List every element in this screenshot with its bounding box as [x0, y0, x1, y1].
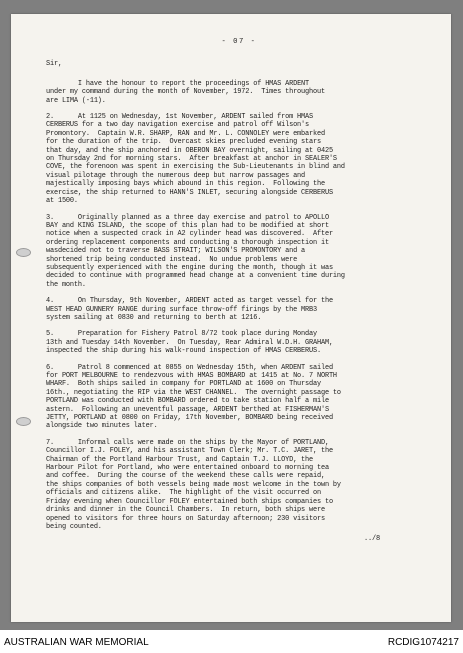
paragraph-6: 6. Patrol 8 commenced at 0855 on Wednesday 15th, when ARDENT sailed for PORT MELBOURNE to rendezvous with HMAS BOMBARD at 1415 at No. 7 NORTH WHARF. Both ships sailed in company for PORTLAND at 1600 on Thursday 16th., negotiating the RIP via the WEST CHANNEL. The overnight passage to PORTLAND was conducted with BOMBARD ordered to take station half a mile astern. Following an uneventful passage, ARDENT berthed at FISHERMAN'S JETTY, PORTLAND at 0800 on Friday, 17th November, BOMBARD being received alongside two minutes later. [46, 363, 341, 431]
paragraph-3: 3. Originally planned as a three day exercise and patrol to APOLLO BAY and KING ISLAND, the scope of this plan had to be modified at short notice when a suspected crack in A2 cylinder head was discovered. After ordering replacement components and conducting a thorough inspection it wasdecided not to traverse BASS STRAIT; WILSON'S PROMONTORY and a shortened trip being conducted instead. No undue problems were subsequently experienced with the engine during the month, though it was decided to continue with programmed head change at a convenient time during the month. [46, 213, 345, 289]
paragraph-2: 2. At 1125 on Wednesday, 1st November, ARDENT sailed from HMAS CERBERUS for a two day navigation exercise and patrol off Wilson's Promontory. Captain W.R. SHARP, RAN and Mr. L. CONNOLEY were embarked for the duration of the trip. Overcast skies precluded evening stars that day, and the ship anchored in OBERON BAY overnight, sailing at 0425 on Thursday 2nd for morning stars. After breakfast at anchor in SEALER'S COVE, the forenoon was spent in exercising the Sub-Lieutenants in blind and visual pilotage through the numerous deep but narrow passages and majestically imposing bays which abound in this region. Following the exercise, the ship returned to HANN'S INLET, securing alongside CERBERUS at 1500. [46, 113, 345, 206]
paragraph-intro: I have the honour to report the proceedings of HMAS ARDENT under my command during the month of November, 1972. Times throughout are LIMA (-11). [46, 79, 325, 105]
footer-record-id: RCDIG1074217 [387, 637, 459, 648]
paragraph-4: 4. On Thursday, 9th November, ARDENT acted as target vessel for the WEST HEAD GUNNERY RANGE during surface throw-off firings by the MRB3 system sailing at 0830 and returning to berth at 1216. [46, 297, 333, 322]
page-number: - 07 - [221, 38, 257, 46]
footer-institution: AUSTRALIAN WAR MEMORIAL [4, 637, 149, 648]
document-text [46, 38, 416, 544]
punch-hole-lower [16, 417, 31, 426]
paragraph-7: 7. Informal calls were made on the ships by the Mayor of PORTLAND, Councillor I.J. FOLEY, and his assistant Town Clerk; Mr. T.C. JARET, the Chairman of the Portland Harbour Trust, and Captain T.J. LLOYD, the Harbour Pilot for Portland, who were entertained onboard to morning tea and coffee. During the course of the weekend these calls were repaid, the ships companies of both vessels being made most welcome in the town by officials and citizens alike. The highlight of the visit occurred on Friday evening when Councillor FOLEY entertained both ships companies to drinks and dinner in the Council Chambers. In return, both ships were opened to visitors for three hours on Saturday afternoon; 230 visitors being counted. [46, 438, 341, 531]
paragraph-5: 5. Preparation for Fishery Patrol 8/72 took place during Monday 13th and Tuesday 14th November. On Tuesday, Rear Admiral W.D.H. GRAHAM, inspected the ship during his walk-round inspection of HMAS CERBERUS. [46, 330, 333, 356]
salutation: Sir, [46, 60, 62, 69]
archive-footer [0, 630, 463, 653]
continuation-marker: ../8 [364, 535, 380, 544]
punch-hole-upper [16, 248, 31, 257]
